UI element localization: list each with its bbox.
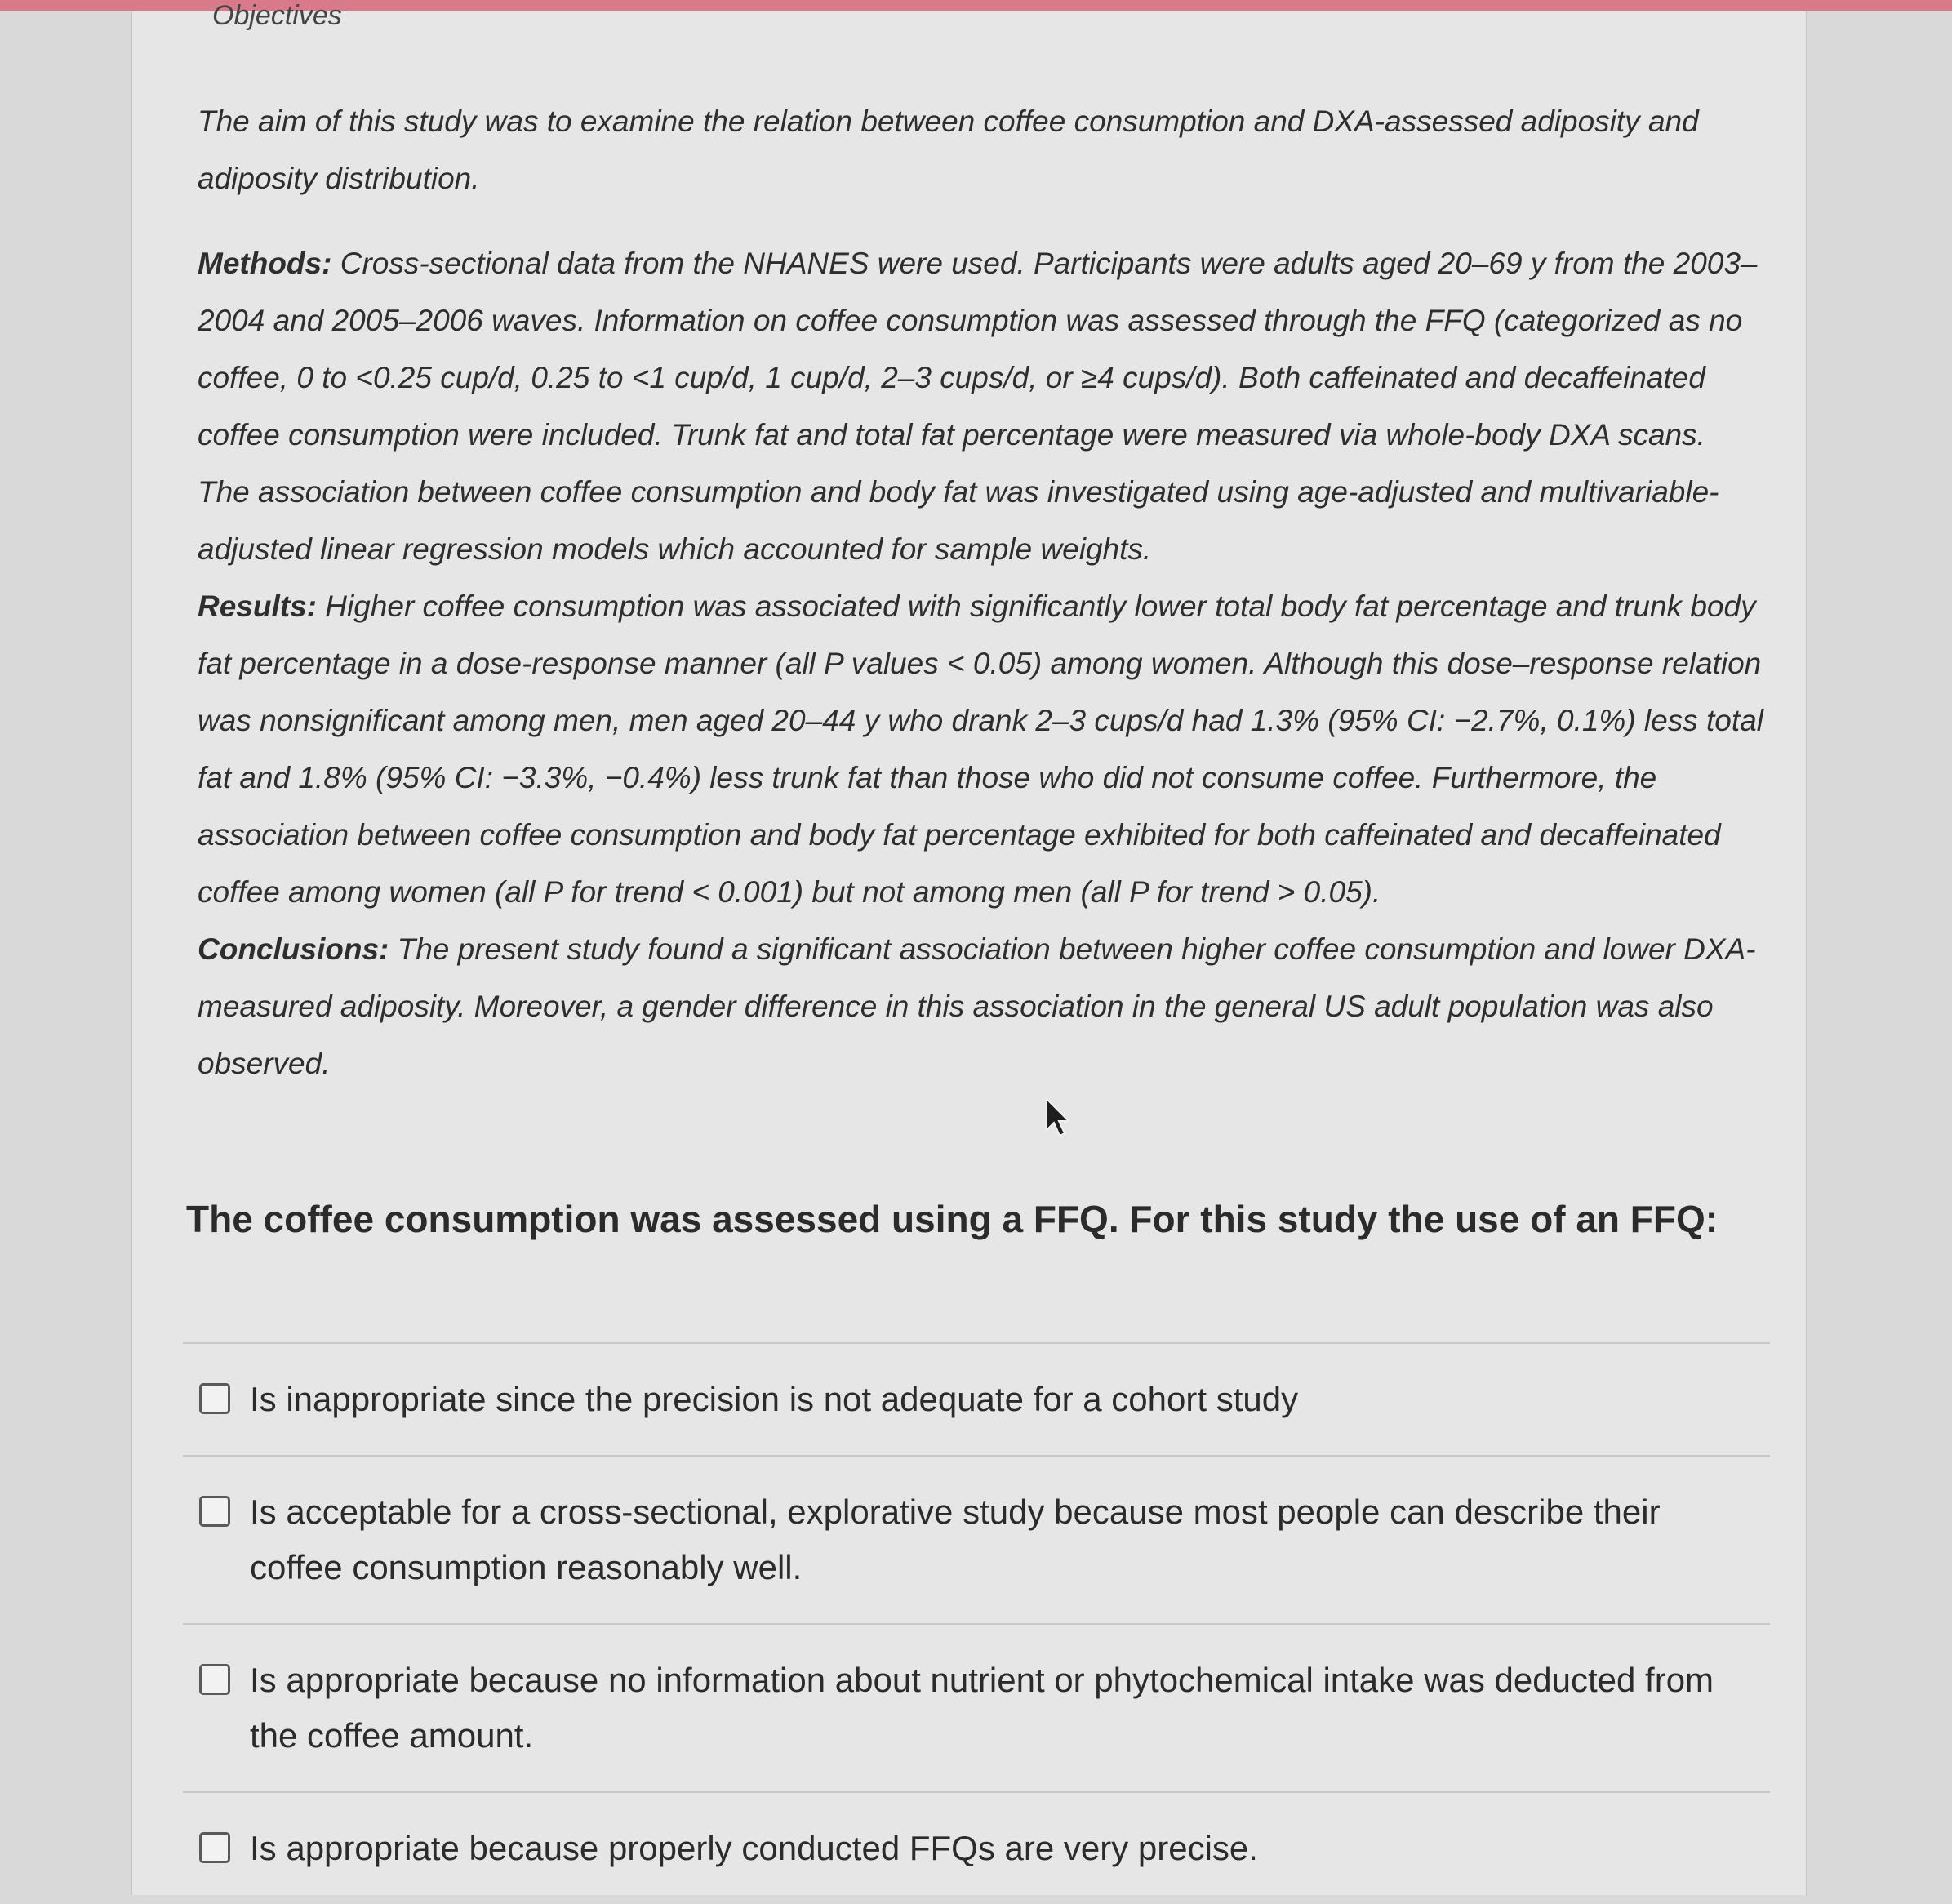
methods-text: Cross-sectional data from the NHANES were used. Participants were adults aged 20–69 y from the 2003–2004 and 2005–2006 waves. Information on coffee consumption was assessed through the FFQ (categorized as no coffee, 0 to <0.25 cup/d, 0.25 to <1 cup/d, 1 cup/d, 2–3 cups/d, or ≥4 cups/d). Both caffeinated and decaffeinated coffee consumption were included. Trunk fat and total fat percentage were measured via whole-body DXA scans. The association between coffee consumption and body fat was investigated using age-adjusted and multivariable-adjusted linear regression models which accounted for sample weights. xyxy=(198,247,1758,566)
checkbox-icon[interactable] xyxy=(199,1832,230,1863)
checkbox-icon[interactable] xyxy=(199,1664,230,1695)
answer-option-label: Is acceptable for a cross-sectional, explorative study because most people can describe their coffee consumption reasonably well. xyxy=(250,1493,1661,1586)
answer-option-label: Is appropriate because properly conducted FFQs are very precise. xyxy=(250,1829,1258,1867)
answer-option-2[interactable] xyxy=(183,1457,1770,1625)
answer-option-1[interactable] xyxy=(183,1344,1770,1457)
question-text: The coffee consumption was assessed using a FFQ. For this study the use of an FFQ: xyxy=(186,1198,1719,1240)
section-label: Objectives xyxy=(212,0,342,31)
results-text: Higher coffee consumption was associated with significantly lower total body fat percentage and trunk body fat percentage in a dose-response manner (all P values < 0.05) among women. Although this dose–response relation was nonsignificant among men, men aged 20–44 y who drank 2–3 cups/d had 1.3% (95% CI: −2.7%, 0.1%) less total fat and 1.8% (95% CI: −3.3%, −0.4%) less trunk fat than those who did not consume coffee. Furthermore, the association between coffee consumption and body fat percentage exhibited for both caffeinated and decaffeinated coffee among women (all P for trend < 0.001) but not among men (all P for trend > 0.05). xyxy=(198,589,1763,909)
answer-options xyxy=(183,1342,1770,1904)
methods-label: Methods: xyxy=(198,247,332,280)
quiz-page xyxy=(131,0,1807,1895)
answer-option-label: Is inappropriate since the precision is not adequate for a cohort study xyxy=(250,1380,1299,1418)
checkbox-icon[interactable] xyxy=(199,1383,230,1414)
abstract-conclusions xyxy=(198,921,1765,1092)
conclusions-text: The present study found a significant association between higher coffee consumption and lower DXA-measured adiposity. Moreover, a gender difference in this association in the general US adult population was also observed. xyxy=(198,932,1756,1080)
answer-option-3[interactable] xyxy=(183,1625,1770,1793)
abstract-results xyxy=(198,578,1765,921)
answer-option-label: Is appropriate because no information about nutrient or phytochemical intake was deducted from the coffee amount. xyxy=(250,1661,1714,1755)
abstract-objective: The aim of this study was to examine the relation between coffee consumption and DXA-assessed adiposity and adiposity distribution. xyxy=(198,105,1699,195)
checkbox-icon[interactable] xyxy=(199,1496,230,1527)
results-label: Results: xyxy=(198,589,317,623)
answer-option-4[interactable] xyxy=(183,1793,1770,1904)
conclusions-label: Conclusions: xyxy=(198,932,389,966)
mouse-pointer-icon xyxy=(1045,1097,1069,1138)
abstract-methods xyxy=(198,235,1765,578)
abstract xyxy=(198,93,1765,1092)
